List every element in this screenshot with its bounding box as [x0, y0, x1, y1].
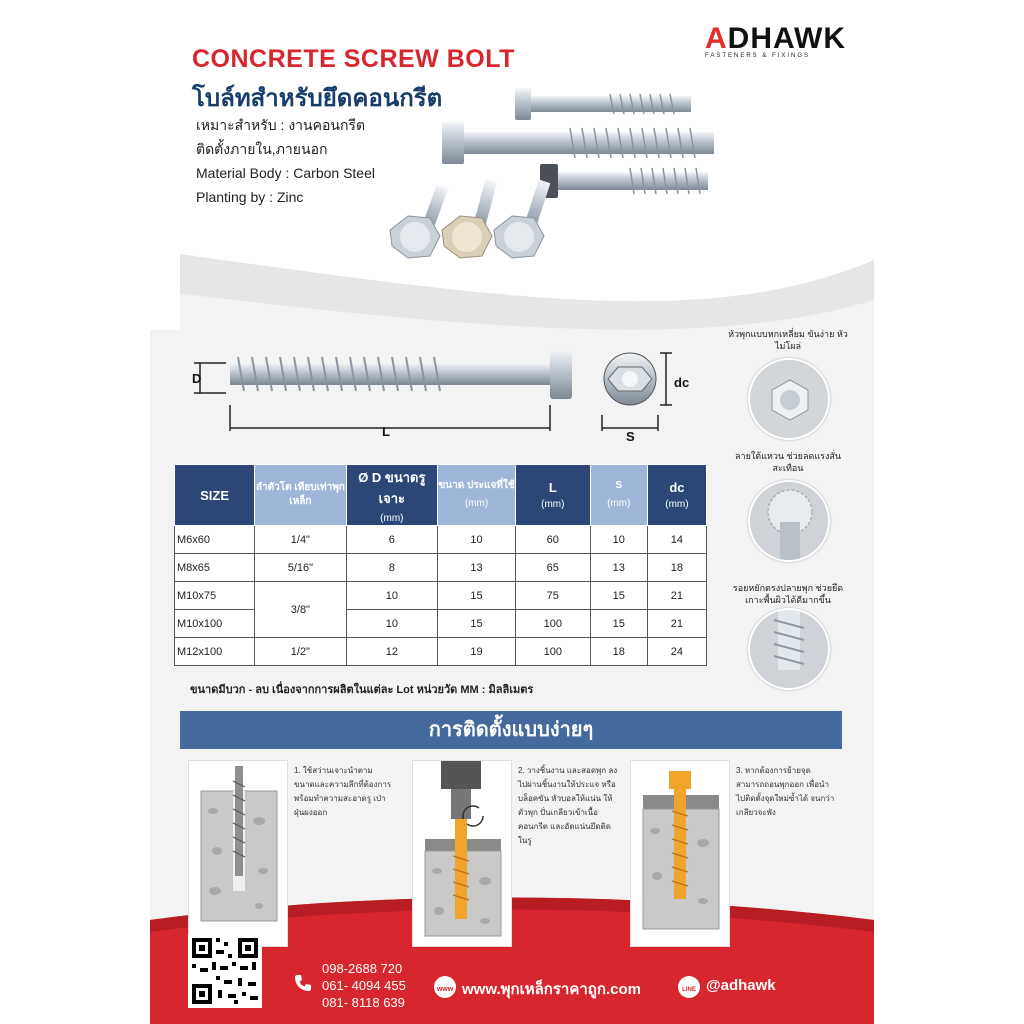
spec-location: ติดตั้งภายใน,ภายนอก — [196, 141, 328, 157]
tip-detail-image — [748, 608, 830, 690]
spec-list — [196, 113, 375, 209]
bolt-photo-3 — [540, 164, 708, 198]
website-link[interactable]: www.พุกเหล็กราคาถูก.com — [462, 981, 641, 998]
line-id[interactable]: @adhawk — [706, 977, 776, 994]
phone-icon — [292, 972, 314, 994]
cell-d: 8 — [346, 554, 438, 582]
tolerance-note: ขนาดมีบวก - ลบ เนื่องจากการผลิตในแต่ละ Lot หน่วยวัด MM : มิลลิเมตร — [190, 684, 534, 696]
table-row — [175, 638, 707, 666]
cell-size: M8x65 — [175, 554, 255, 582]
install-step-1 — [188, 760, 392, 945]
cell-d: 10 — [346, 610, 438, 638]
cell-dc: 14 — [647, 526, 706, 554]
header-drill-hole: Ø D ขนาดรูเจาะ (mm) — [346, 465, 438, 526]
cell-size: M10x75 — [175, 582, 255, 610]
title-thai: โบล์ทสำหรับยึดคอนกรีต — [192, 85, 443, 112]
callout-serrated-flange: ลายใต้แหวน ช่วยลดแรงสั่นสะเทือน — [735, 451, 841, 473]
phone-numbers — [322, 960, 406, 1011]
install-step-2 — [412, 760, 618, 945]
logo-letter-a: A — [705, 22, 728, 55]
cell-wrench: 15 — [438, 582, 516, 610]
side-view-bolt — [230, 349, 572, 399]
product-flyer — [150, 0, 874, 1024]
table-header-row — [175, 465, 707, 526]
cell-equiv: 3/8" — [255, 582, 346, 638]
line-icon-text: LINE — [682, 987, 696, 993]
header-dc: dc (mm) — [647, 465, 706, 526]
brand-logo — [705, 22, 865, 59]
spec-material: Material Body : Carbon Steel — [196, 165, 375, 181]
phone-number[interactable]: 081- 8118 639 — [322, 995, 405, 1010]
dimension-diagram — [190, 345, 710, 445]
dim-l-label: L — [382, 424, 390, 439]
cell-s: 18 — [590, 638, 647, 666]
bolt-photo-1 — [515, 88, 691, 120]
cell-equiv: 1/4" — [255, 526, 346, 554]
header-s: S (mm) — [590, 465, 647, 526]
cell-size: M12x100 — [175, 638, 255, 666]
cell-s: 15 — [590, 610, 647, 638]
table-row — [175, 582, 707, 610]
brand-tagline: FASTENERS & FIXINGS — [705, 53, 811, 59]
step-3-illustration — [630, 760, 730, 947]
dim-d-label: D — [192, 371, 202, 386]
qr-code[interactable] — [188, 934, 262, 1008]
cell-l: 75 — [515, 582, 590, 610]
product-photo-group — [380, 80, 800, 280]
www-icon — [434, 976, 456, 998]
cell-wrench: 10 — [438, 526, 516, 554]
cell-l: 100 — [515, 638, 590, 666]
line-icon — [678, 976, 700, 998]
top-view-bolt — [602, 353, 672, 431]
cell-d: 12 — [346, 638, 438, 666]
step-2-text: 2. วางชิ้นงาน และสอดพุก ลงไปผ่านชิ้นงานให้ประแจ หรือบล็อคขัน หัวบอลให้แน่น ให้ตัวพุก ปั่นเกลียวเข้าเนื้อคอนกรีต และอัดแน่นยึดติดในรู — [518, 766, 618, 845]
dim-dc-label: dc — [674, 375, 690, 390]
install-step-3 — [630, 760, 835, 945]
cell-l: 60 — [515, 526, 590, 554]
cell-size: M10x100 — [175, 610, 255, 638]
hex-head-detail-image — [748, 358, 830, 440]
spec-usage: เหมาะสำหรับ : งานคอนกรีต — [196, 117, 366, 133]
phone-number[interactable]: 061- 4094 455 — [322, 978, 406, 993]
cell-wrench: 13 — [438, 554, 516, 582]
header-equivalent: ลำตัวโต เทียบเท่าพุก เหล็ก — [255, 465, 346, 526]
table-row — [175, 610, 707, 638]
cell-equiv: 1/2" — [255, 638, 346, 666]
step-2-illustration — [412, 760, 512, 947]
cell-l: 100 — [515, 610, 590, 638]
cell-wrench: 15 — [438, 610, 516, 638]
header-size: SIZE — [175, 465, 255, 526]
cell-dc: 21 — [647, 582, 706, 610]
phone-number[interactable]: 098-2688 720 — [322, 961, 403, 976]
step-1-text: 1. ใช้สว่านเจาะนำตาม ขนาดและความลึกที่ต้องการ พร้อมทำความสะอาดรู เป่าฝุ่นผงออก — [294, 766, 392, 817]
www-icon-text: www — [436, 986, 454, 993]
callout-hex-head: หัวพุกแบบหกเหลี่ยม ขันง่าย หัวไม่โผล่ — [728, 329, 848, 351]
header-wrench-size: ขนาด ประแจที่ใช้ (mm) — [438, 465, 516, 526]
cell-equiv: 5/16" — [255, 554, 346, 582]
bolt-photo-2 — [442, 122, 714, 164]
cell-d: 6 — [346, 526, 438, 554]
cell-s: 15 — [590, 582, 647, 610]
bolt-heads-photo — [390, 179, 550, 258]
logo-text: DHAWK — [727, 22, 846, 55]
step-3-text: 3. หากต้องการย้ายจุด สามารถถอนพุกออก เพื่อนำไปติดตั้งจุดใหม่ซ้ำได้ จนกว่าเกลียวจะพัง — [736, 766, 835, 817]
cell-size: M6x60 — [175, 526, 255, 554]
flange-detail-image — [748, 480, 830, 562]
step-1-illustration — [188, 760, 288, 947]
install-banner: การติดตั้งแบบง่ายๆ — [180, 711, 842, 749]
cell-dc: 24 — [647, 638, 706, 666]
cell-dc: 21 — [647, 610, 706, 638]
dim-s-label: S — [626, 429, 635, 444]
spec-plating: Planting by : Zinc — [196, 189, 304, 205]
cell-s: 13 — [590, 554, 647, 582]
table-row — [175, 526, 707, 554]
cell-wrench: 19 — [438, 638, 516, 666]
cell-l: 65 — [515, 554, 590, 582]
cell-d: 10 — [346, 582, 438, 610]
title-english: CONCRETE SCREW BOLT — [192, 45, 515, 73]
cell-dc: 18 — [647, 554, 706, 582]
header-length: L (mm) — [515, 465, 590, 526]
cell-s: 10 — [590, 526, 647, 554]
callout-serrated-tip: รอยหยักตรงปลายพุก ช่วยยึดเกาะพื้นผิวได้ดีมากขึ้น — [732, 583, 844, 605]
table-row — [175, 554, 707, 582]
size-table — [174, 464, 707, 666]
